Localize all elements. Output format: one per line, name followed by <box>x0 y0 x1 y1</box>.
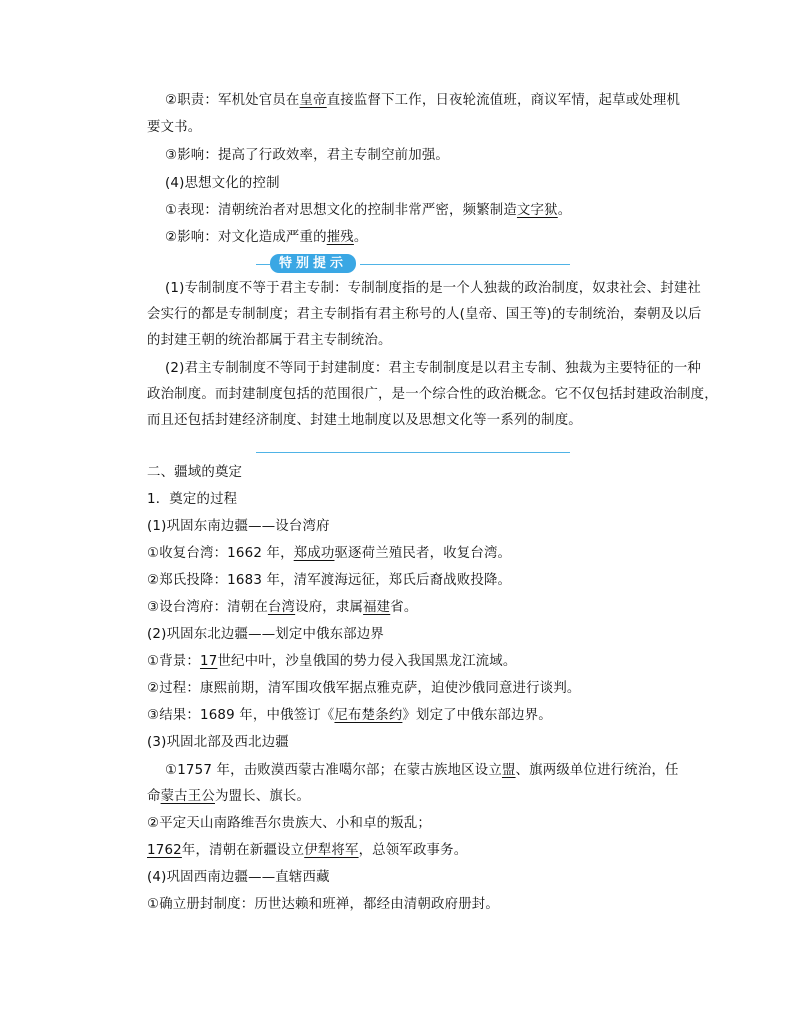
text: 世纪中叶，沙皇俄国的势力侵入我国黑龙江流域。 <box>217 654 517 669</box>
text: 省。 <box>390 600 418 615</box>
note-p1-line1: (1)专制制度不等于君主专制：专制制度指的是一个人独裁的政治制度，奴隶社会、封建社 <box>165 281 702 296</box>
text: ①1757 年，击败漠西蒙古准噶尔部；在蒙古族地区设立 <box>165 763 502 778</box>
blank-answer: 伊犁将军 <box>304 843 359 858</box>
note-header <box>256 254 570 274</box>
text: ③结果：1689 年，中俄签订《 <box>147 708 335 723</box>
blank-answer: 盟 <box>501 763 516 778</box>
divider <box>256 264 270 265</box>
special-note-badge: 特别提示 <box>270 254 356 273</box>
blank-answer: 文字狱 <box>516 203 558 218</box>
text: 。 <box>353 230 368 245</box>
blank-answer: 蒙古王公 <box>160 789 215 804</box>
northwest-line1-cont <box>147 787 310 807</box>
section-title: 二、疆域的奠定 <box>147 465 243 480</box>
blank-answer: 摧残 <box>326 230 354 245</box>
blank-answer: 尼布楚条约 <box>334 708 403 723</box>
text: ③设台湾府：清朝在 <box>147 600 268 615</box>
blank-answer: 福建 <box>363 600 391 615</box>
taiwan-line3 <box>147 598 417 618</box>
northwest-line2: ②平定天山南路维吾尔贵族大、小和卓的叛乱； <box>147 816 432 831</box>
impact-line <box>165 228 367 248</box>
text: 为盟长、旗长。 <box>214 789 311 804</box>
note-bottom-rule <box>256 452 570 453</box>
text: ，总领军政事务。 <box>358 843 468 858</box>
blank-answer: 台湾 <box>267 600 296 615</box>
text: ②影响：对文化造成严重的 <box>165 230 327 245</box>
duty-line-cont: 要文书。 <box>147 120 202 135</box>
northeast-title: (2)巩固东北边疆——划定中俄东部边界 <box>147 627 385 642</box>
taiwan-line1 <box>147 544 511 564</box>
text: ②职责：军机处官员在 <box>165 93 300 108</box>
note-p1-line2: 会实行的都是专制制度；君主专制指有君主称号的人(皇帝、国王等)的专制统治，秦朝及以后 <box>147 307 702 322</box>
subsection-title: 1．奠定的过程 <box>147 492 238 507</box>
blank-answer: 17 <box>199 654 218 669</box>
northwest-line1 <box>165 761 679 781</box>
blank-answer: 1762 <box>147 843 182 858</box>
southwest-title: (4)巩固西南边疆——直辖西藏 <box>147 870 330 885</box>
text: 。 <box>557 203 572 218</box>
text: ①收复台湾：1662 年， <box>147 546 294 561</box>
text: 直接监督下工作，日夜轮流值班，商议军情，起草或处理机 <box>326 93 681 108</box>
thought-title: (4)思想文化的控制 <box>165 176 280 191</box>
text: ①表现：清朝统治者对思想文化的控制非常严密，频繁制造 <box>165 203 517 218</box>
effect-line: ③影响：提高了行政效率，君主专制空前加强。 <box>165 148 450 163</box>
blank-answer: 郑成功 <box>293 546 335 561</box>
northeast-line1 <box>147 652 516 672</box>
text: 》划定了中俄东部边界。 <box>402 708 552 723</box>
note-p2-line1: (2)君主专制制度不等同于封建制度：君主专制制度是以君主专制、独裁为主要特征的一种 <box>165 361 702 376</box>
northeast-line2: ②过程：康熙前期，清军围攻俄军据点雅克萨，迫使沙俄同意进行谈判。 <box>147 681 581 696</box>
perf-line <box>165 201 571 221</box>
southwest-line1: ①确立册封制度：历世达赖和班禅，都经由清朝政府册封。 <box>147 897 499 912</box>
text: 设府，隶属 <box>295 600 364 615</box>
text: ①背景： <box>147 654 200 669</box>
note-p2-line3: 而且还包括封建经济制度、封建土地制度以及思想文化等一系列的制度。 <box>147 413 582 428</box>
text: 年，清朝在新疆设立 <box>181 843 305 858</box>
text: 、旗两级单位进行统治，任 <box>515 763 679 778</box>
northeast-line3 <box>147 706 552 726</box>
taiwan-title: (1)巩固东南边疆——设台湾府 <box>147 519 330 534</box>
taiwan-line2: ②郑氏投降：1683 年，清军渡海远征，郑氏后裔战败投降。 <box>147 573 512 588</box>
blank-answer: 皇帝 <box>299 93 327 108</box>
note-p1-line3: 的封建王朝的统治都属于君主专制统治。 <box>147 333 392 348</box>
northwest-title: (3)巩固北部及西北边疆 <box>147 735 289 750</box>
divider <box>360 264 570 265</box>
text: 命 <box>147 789 161 804</box>
duty-line <box>165 91 680 111</box>
note-p2-line2: 政治制度。而封建制度包括的范围很广，是一个综合性的政治概念。它不仅包括封建政治制度， <box>147 387 718 402</box>
text: 驱逐荷兰殖民者，收复台湾。 <box>334 546 512 561</box>
northwest-line3 <box>147 841 467 861</box>
